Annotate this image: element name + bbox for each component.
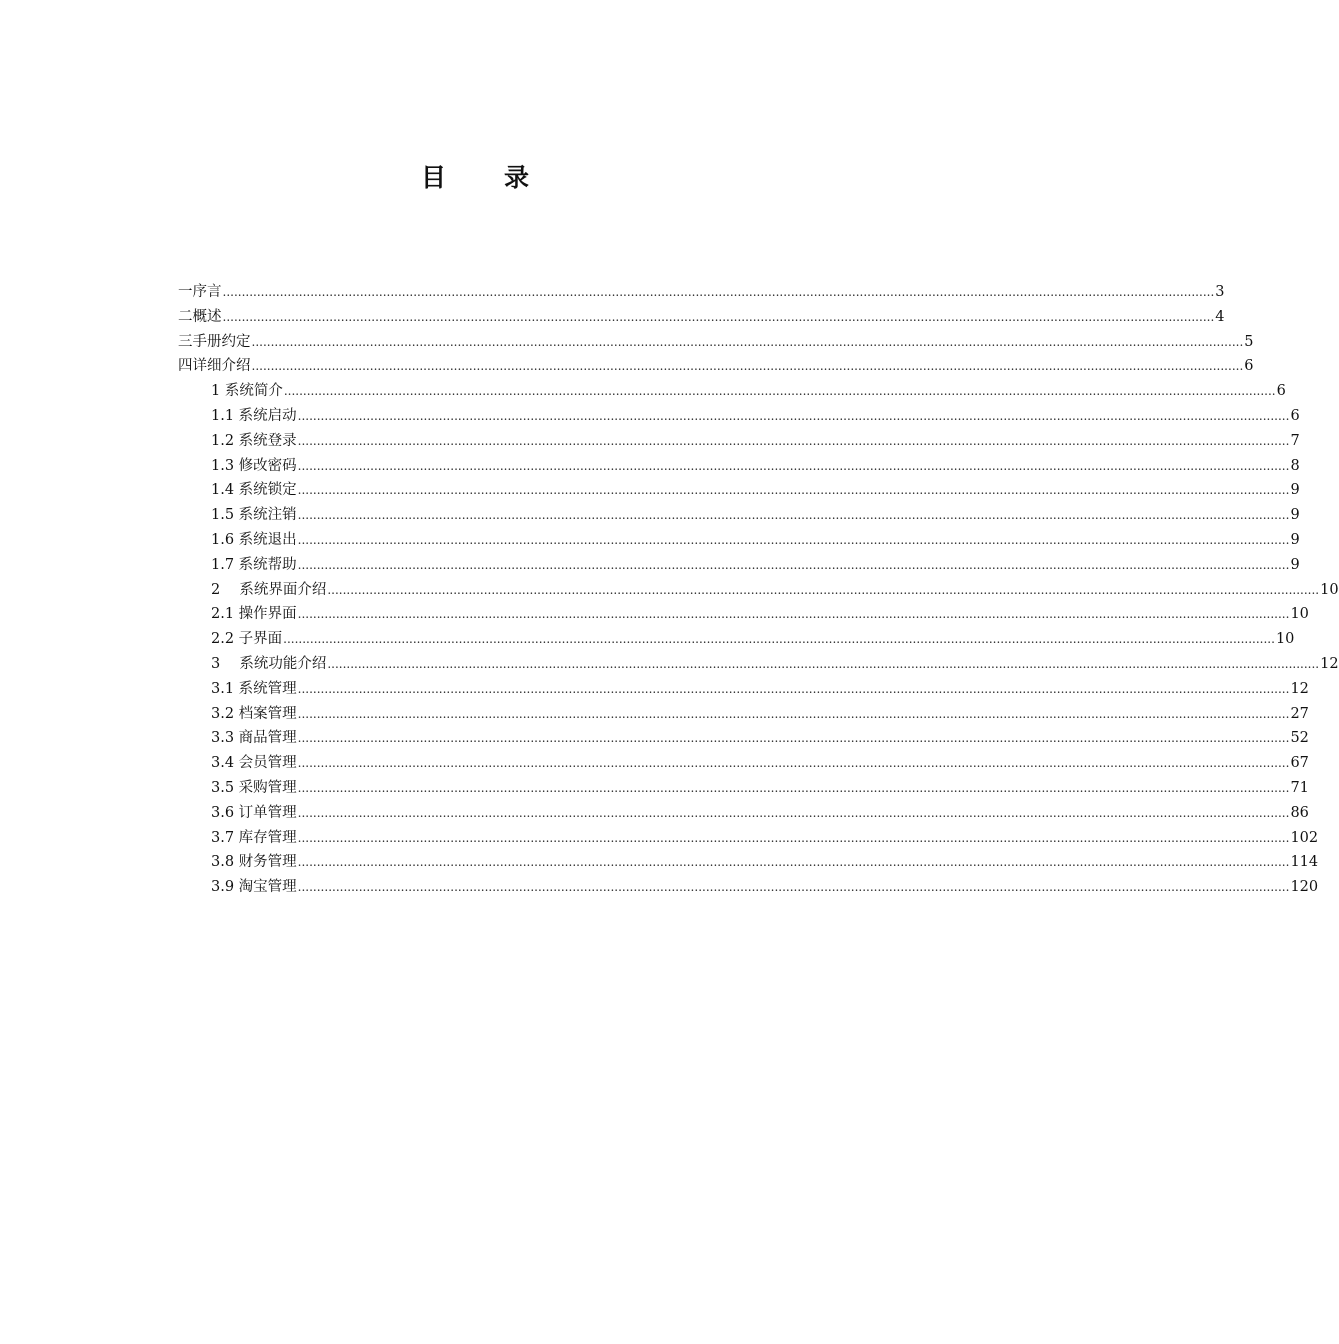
toc-entry-page-number: 10 [1290,606,1309,623]
toc-entry-title: 1.2 系统登录 [211,432,297,449]
toc-dot-leader: .................................................................................................................................................................................................................................................................... [297,557,1290,572]
toc-entry-number: 四 [178,358,193,375]
toc-dot-leader: .................................................................................................................................................................................................................................................................... [297,483,1290,498]
toc-entry-title: 1.3 修改密码 [211,457,297,474]
toc-entry-page-number: 12 [1320,655,1339,672]
toc-entry-page-number: 9 [1290,531,1300,548]
toc-entry-title: 2 系统界面介绍 [211,581,327,598]
toc-dot-leader: .................................................................................................................................................................................................................................................................... [297,756,1290,771]
toc-entry[interactable] [178,528,1300,553]
toc-entry-title: 1 系统简介 [211,383,283,400]
toc-entry-title: 1.1 系统启动 [211,407,297,424]
toc-entry-page-number: 6 [1290,407,1300,424]
toc-entry-page-number: 6 [1276,383,1286,400]
toc-entry[interactable] [178,454,1300,479]
toc-entry-page-number: 12 [1290,680,1309,697]
toc-dot-leader: .................................................................................................................................................................................................................................................................... [283,384,1276,399]
toc-entry-title: 2.2 子界面 [211,631,283,648]
table-of-contents [178,280,1339,900]
toc-entry-number: 三 [178,333,193,350]
toc-entry-title: 详细介绍 [192,358,251,375]
toc-entry-title: 3.6 订单管理 [211,804,297,821]
toc-dot-leader: .................................................................................................................................................................................................................................................................... [297,880,1290,895]
page-title [0,158,950,194]
toc-entry[interactable] [178,677,1309,702]
toc-entry[interactable] [178,776,1309,801]
toc-entry-title: 1.7 系统帮助 [211,556,297,573]
toc-entry-title: 1.4 系统锁定 [211,482,297,499]
toc-entry-number: 一 [178,284,193,300]
page-title-char-2: 录 [504,163,530,192]
toc-entry-number: 二 [178,308,193,325]
toc-entry-title: 3.2 档案管理 [211,705,297,722]
toc-dot-leader: .................................................................................................................................................................................................................................................................... [297,508,1290,523]
page-title-char-1: 目 [420,163,446,192]
toc-dot-leader: .................................................................................................................................................................................................................................................................... [251,359,1244,374]
toc-entry[interactable] [178,751,1309,776]
toc-entry-page-number: 5 [1244,333,1254,350]
toc-entry-page-number: 9 [1290,507,1300,524]
toc-dot-leader: .................................................................................................................................................................................................................................................................... [297,433,1290,448]
toc-entry-title: 3.9 淘宝管理 [211,879,297,896]
toc-entry[interactable] [178,875,1319,900]
toc-entry-page-number: 3 [1215,284,1225,300]
toc-entry-title: 3 系统功能介绍 [211,655,327,672]
toc-dot-leader: .................................................................................................................................................................................................................................................................... [297,458,1290,473]
toc-entry[interactable] [178,850,1319,875]
toc-entry[interactable] [178,826,1319,851]
toc-entry-page-number: 10 [1320,581,1339,598]
toc-dot-leader: .................................................................................................................................................................................................................................................................... [297,408,1290,423]
toc-entry-title: 手册约定 [192,333,251,350]
toc-entry-page-number: 86 [1290,804,1309,821]
toc-dot-leader: .................................................................................................................................................................................................................................................................... [222,285,1215,299]
toc-dot-leader: .................................................................................................................................................................................................................................................................... [297,706,1290,721]
toc-entry-page-number: 9 [1290,556,1300,573]
toc-entry-page-number: 4 [1215,308,1225,325]
toc-dot-leader: .................................................................................................................................................................................................................................................................... [297,731,1290,746]
toc-entry-title: 3.3 商品管理 [211,730,297,747]
toc-entry-page-number: 27 [1290,705,1309,722]
toc-entry-title: 3.4 会员管理 [211,755,297,772]
toc-dot-leader: .................................................................................................................................................................................................................................................................... [327,656,1320,671]
toc-entry[interactable] [178,652,1339,677]
toc-entry-page-number: 120 [1290,879,1319,896]
toc-dot-leader: .................................................................................................................................................................................................................................................................... [297,607,1290,622]
toc-entry[interactable] [178,354,1254,379]
toc-entry[interactable] [178,702,1309,727]
toc-entry-page-number: 6 [1244,358,1254,375]
toc-entry-title: 概述 [192,308,222,325]
toc-entry-page-number: 7 [1290,432,1300,449]
toc-entry[interactable] [178,726,1309,751]
toc-entry-title: 3.5 采购管理 [211,779,297,796]
toc-dot-leader: .................................................................................................................................................................................................................................................................... [327,582,1320,597]
toc-entry[interactable] [178,280,1225,305]
toc-entry[interactable] [178,578,1339,603]
toc-entry[interactable] [178,553,1300,578]
toc-entry-title: 1.5 系统注销 [211,507,297,524]
toc-entry[interactable] [178,379,1286,404]
toc-entry[interactable] [178,330,1254,355]
toc-entry[interactable] [178,801,1309,826]
toc-entry[interactable] [178,503,1300,528]
toc-entry-page-number: 102 [1290,829,1319,846]
toc-entry-page-number: 71 [1290,779,1309,796]
toc-entry[interactable] [178,478,1300,503]
toc-entry-title: 序言 [192,284,222,300]
toc-dot-leader: .................................................................................................................................................................................................................................................................... [297,780,1290,795]
toc-dot-leader: .................................................................................................................................................................................................................................................................... [251,334,1244,349]
toc-entry-page-number: 67 [1290,755,1309,772]
toc-entry-title: 3.7 库存管理 [211,829,297,846]
toc-dot-leader: .................................................................................................................................................................................................................................................................... [297,681,1290,696]
toc-entry-title: 2.1 操作界面 [211,606,297,623]
toc-entry-page-number: 8 [1290,457,1300,474]
toc-entry-title: 1.6 系统退出 [211,531,297,548]
toc-entry-page-number: 9 [1290,482,1300,499]
toc-dot-leader: .................................................................................................................................................................................................................................................................... [297,855,1290,870]
toc-dot-leader: .................................................................................................................................................................................................................................................................... [297,805,1290,820]
toc-entry[interactable] [178,429,1300,454]
toc-entry-title: 3.8 财务管理 [211,854,297,871]
toc-entry[interactable] [178,305,1225,330]
toc-dot-leader: .................................................................................................................................................................................................................................................................... [297,532,1290,547]
toc-entry-page-number: 52 [1290,730,1309,747]
toc-dot-leader: .................................................................................................................................................................................................................................................................... [297,830,1290,845]
toc-entry-page-number: 10 [1275,631,1295,648]
toc-dot-leader: .................................................................................................................................................................................................................................................................... [283,632,1275,647]
toc-entry-page-number: 114 [1290,854,1319,871]
toc-entry[interactable] [178,627,1295,652]
toc-entry[interactable] [178,602,1309,627]
toc-entry[interactable] [178,404,1300,429]
toc-entry-title: 3.1 系统管理 [211,680,297,697]
toc-dot-leader: .................................................................................................................................................................................................................................................................... [222,309,1215,324]
